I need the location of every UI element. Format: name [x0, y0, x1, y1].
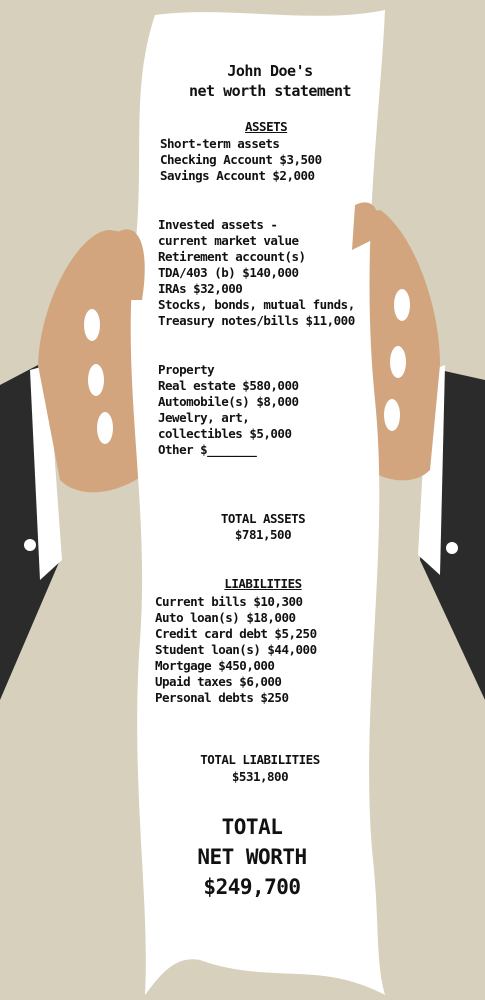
asset-line: Stocks, bonds, mutual funds, — [158, 297, 355, 312]
liability-line: Auto loan(s) $18,000 — [155, 610, 296, 625]
asset-line: Short-term assets — [160, 136, 280, 151]
asset-line: IRAs $32,000 — [158, 281, 243, 296]
liability-line: Mortgage $450,000 — [155, 658, 275, 673]
asset-line: Savings Account $2,000 — [160, 168, 315, 183]
statement-title-line1: John Doe's — [227, 62, 313, 80]
statement-title-line2: net worth statement — [188, 82, 352, 100]
liabilities-heading: LIABILITIES — [224, 576, 302, 591]
asset-line: Checking Account $3,500 — [160, 152, 322, 167]
assets-heading: ASSETS — [245, 119, 288, 134]
total-liabilities-label: TOTAL LIABILITIES — [200, 752, 320, 767]
asset-line: current market value — [158, 233, 299, 248]
net-worth-line1: TOTAL — [221, 815, 283, 839]
net-worth-line2: NET WORTH — [197, 845, 307, 869]
asset-line: TDA/403 (b) $140,000 — [158, 265, 299, 280]
asset-line: Real estate $580,000 — [158, 378, 299, 393]
liability-line: Credit card debt $5,250 — [155, 626, 317, 641]
liability-line: Personal debts $250 — [155, 690, 289, 705]
total-assets-value: $781,500 — [234, 527, 292, 542]
liability-line: Current bills $10,300 — [155, 594, 303, 609]
total-assets-label: TOTAL ASSETS — [220, 511, 306, 526]
net-worth-value: $249,700 — [203, 875, 301, 899]
asset-line: Automobile(s) $8,000 — [158, 394, 299, 409]
asset-line: Retirement account(s) — [158, 249, 306, 264]
total-liabilities-value: $531,800 — [231, 769, 289, 784]
asset-line: Treasury notes/bills $11,000 — [158, 313, 355, 328]
liability-line: Upaid taxes $6,000 — [155, 674, 282, 689]
asset-line: Jewelry, art, — [158, 410, 250, 425]
liability-line: Student loan(s) $44,000 — [155, 642, 317, 657]
asset-line: collectibles $5,000 — [158, 426, 292, 441]
asset-line: Other $_______ — [158, 442, 257, 457]
asset-line: Property — [158, 362, 215, 377]
asset-line: Invested assets - — [158, 217, 278, 232]
